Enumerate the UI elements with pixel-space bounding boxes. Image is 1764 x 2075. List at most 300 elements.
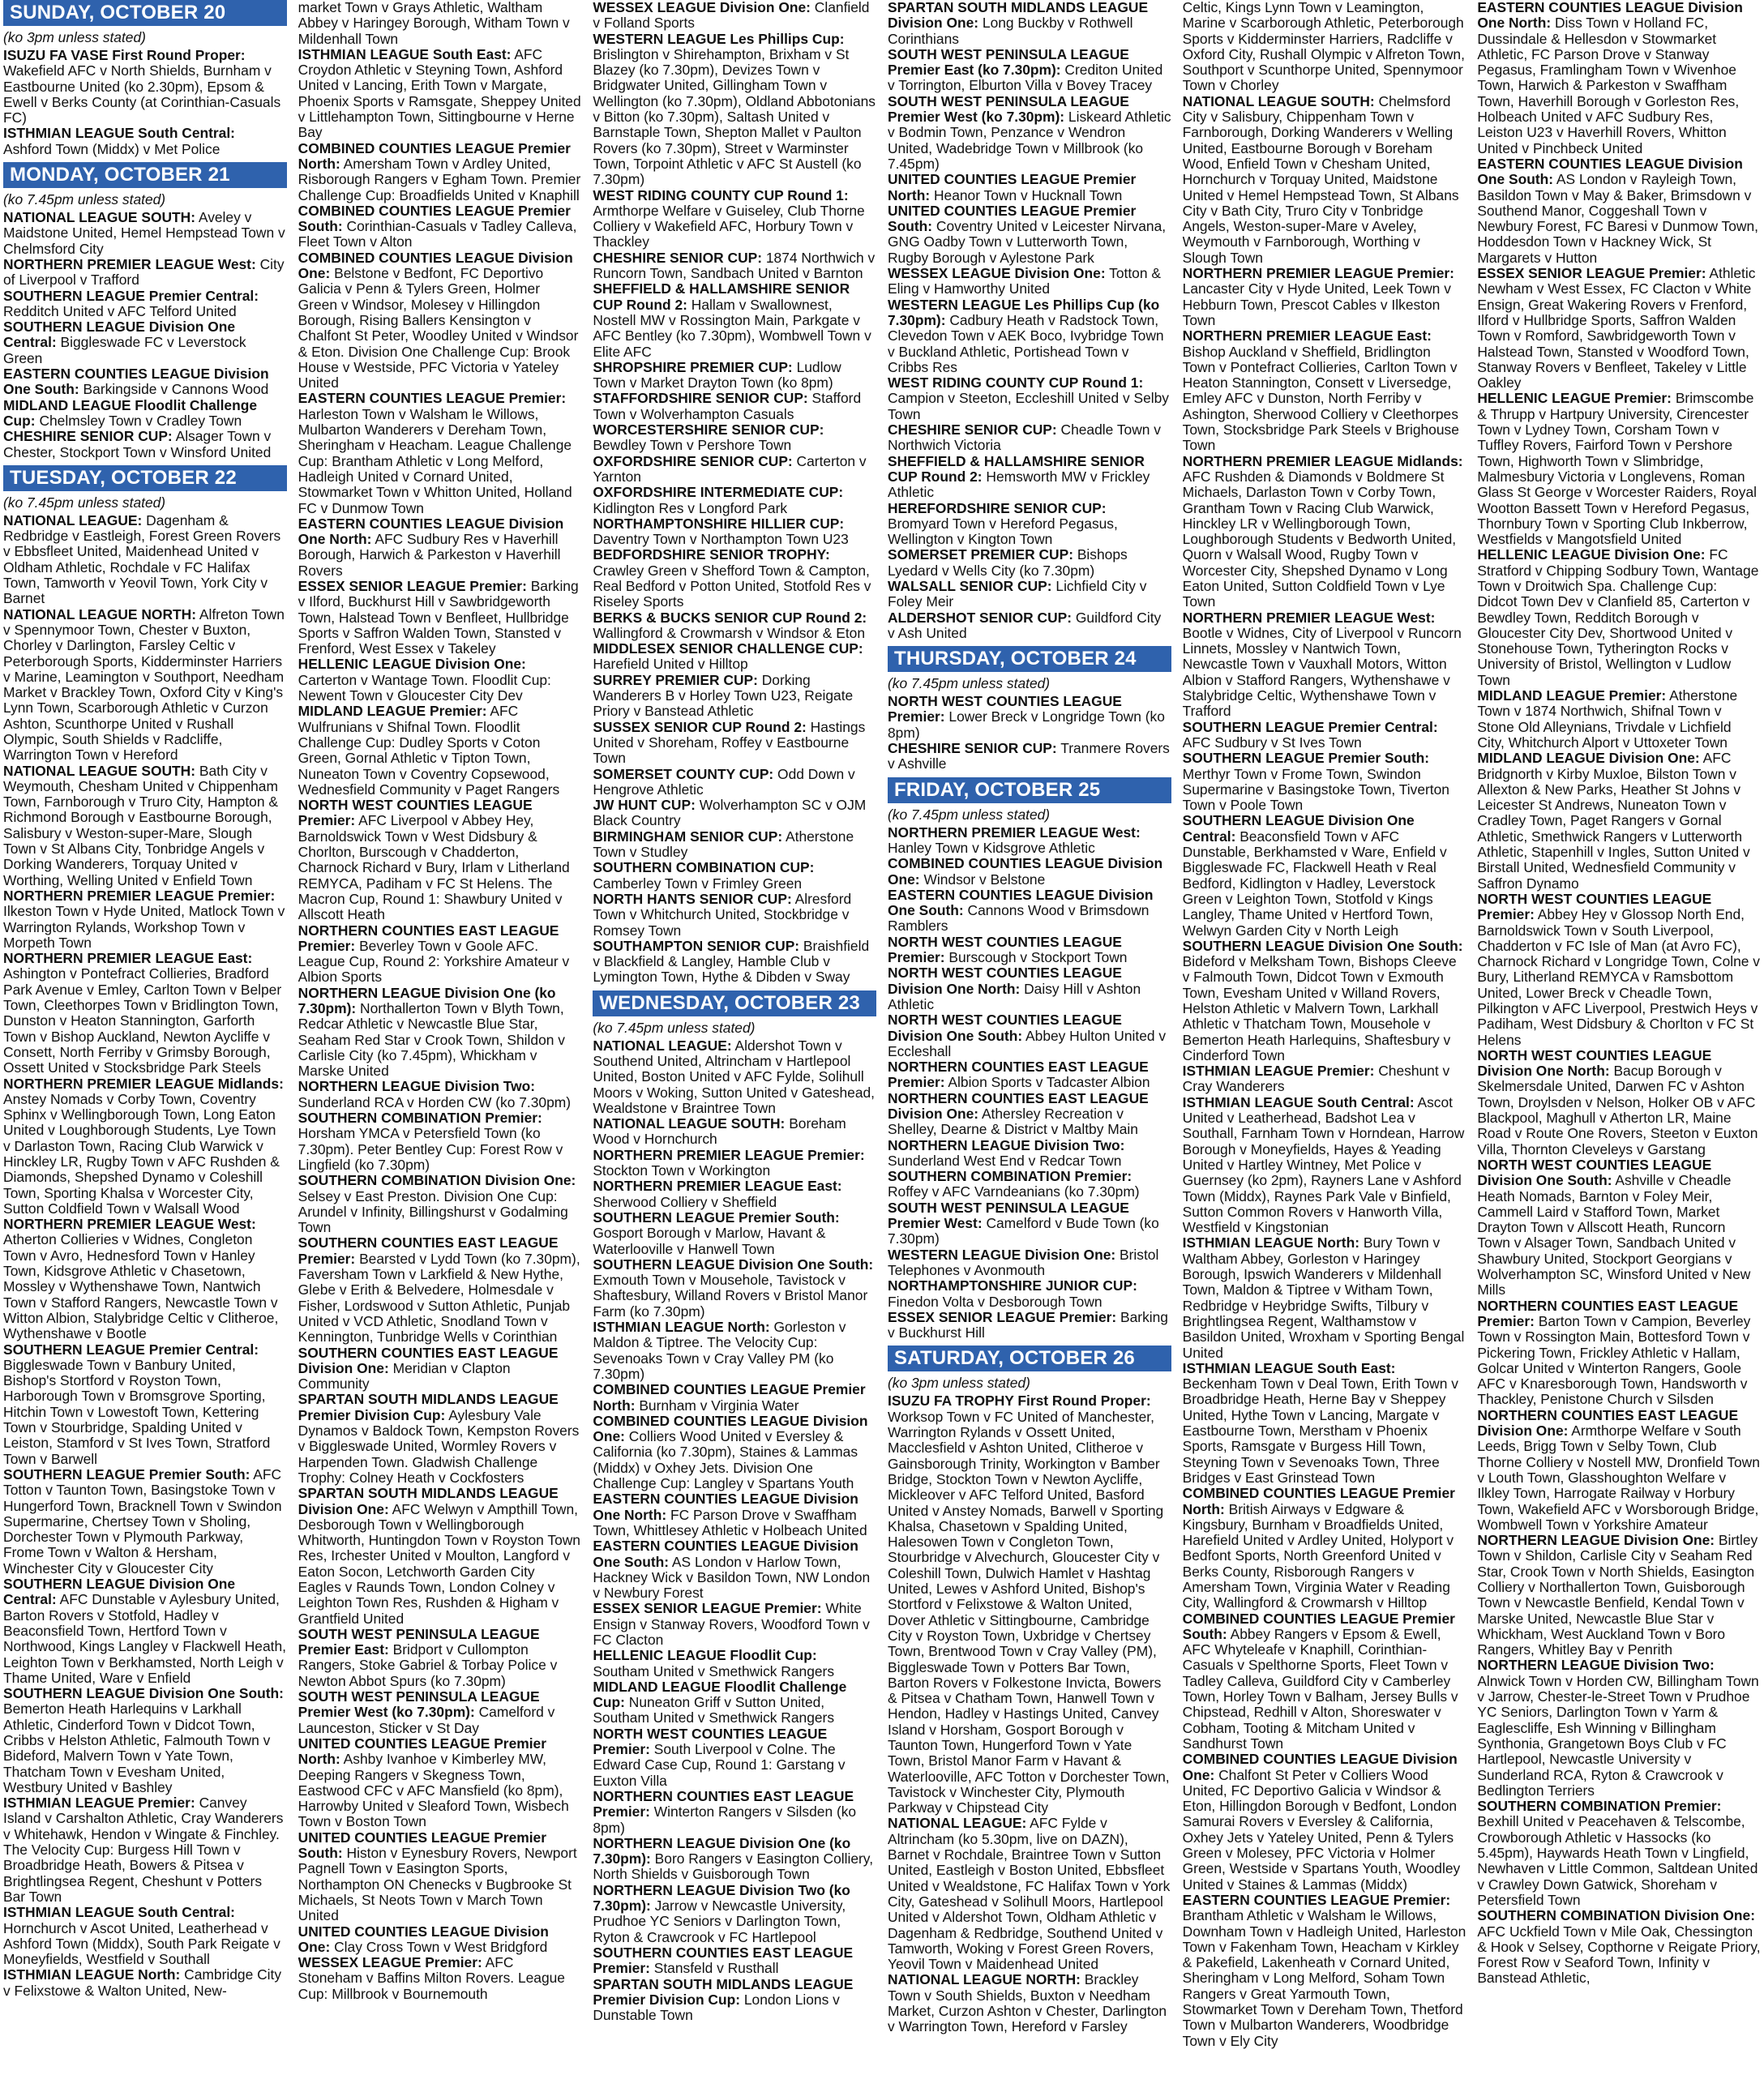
competition-name: SOUTHERN LEAGUE Division One Central: bbox=[3, 319, 236, 351]
fixture-entry bbox=[1477, 751, 1761, 892]
fixture-list: Redditch United v AFC Telford United bbox=[3, 302, 237, 319]
fixture-list: Armthorpe Welfare v Guiseley, Club Thorne Colliery v Wakefield AFC, Horbury Town v Thackley bbox=[593, 202, 865, 250]
fixture-entry bbox=[3, 48, 287, 126]
fixture-entry bbox=[593, 1883, 876, 1945]
competition-name: ISTHMIAN LEAGUE North: bbox=[3, 1966, 181, 1983]
fixture-entry bbox=[298, 1346, 582, 1393]
fixture-entry bbox=[298, 203, 582, 250]
competition-name: ISTHMIAN LEAGUE Premier: bbox=[1182, 1063, 1375, 1080]
fixture-entry bbox=[1183, 0, 1466, 94]
competition-name: SUSSEX SENIOR CUP Round 2: bbox=[593, 718, 807, 735]
competition-name: CHESHIRE SENIOR CUP: bbox=[887, 421, 1057, 439]
fixture-entry bbox=[593, 281, 876, 359]
competition-name: NORTHERN COUNTIES EAST LEAGUE Division One: bbox=[887, 1089, 1149, 1122]
fixture-entry bbox=[298, 1110, 582, 1173]
fixture-column bbox=[888, 0, 1171, 2075]
fixture-list: Bearsted v Lydd Town (ko 7.30pm), Faversham Town v Larkfield & New Hythe, Glebe v Erith & Belvedere, Holmesdale v Fisher, Lordswood v Sutton Athletic, Punjab United v VCD Athletic, Snodland Town v Kennington, Tunbridge Wells v Corinthian bbox=[298, 1250, 580, 1346]
fixture-list: City of Liverpool v Trafford bbox=[3, 255, 285, 289]
fixture-list: Biggleswade FC v Leverstock Green bbox=[3, 334, 246, 366]
competition-name: NORTHERN LEAGUE Division One (ko 7.30pm): bbox=[298, 984, 556, 1016]
competition-name: SOUTHERN LEAGUE Premier Central: bbox=[1182, 718, 1438, 735]
fixture-entry bbox=[888, 1247, 1171, 1279]
fixture-entry bbox=[1183, 454, 1466, 610]
fixture-list: Belstone v Bedfont, FC Deportivo Galicia v Penn & Tylers Green, Holmer Green v Windsor, Molesey v Hillingdon Borough, Rising Ballers Kensington v Chalfont St Peter, Woodley United v Windsor & Eton. Division One Challenge Cup: Brook House v Westside, PFC Victoria v Yateley United bbox=[298, 265, 579, 391]
day-header: TUESDAY, OCTOBER 22 bbox=[3, 465, 287, 491]
competition-name: SPARTAN SOUTH MIDLANDS LEAGUE Premier Division Cup: bbox=[593, 1975, 854, 2008]
fixture-entry bbox=[593, 1320, 876, 1382]
fixture-entry bbox=[888, 1138, 1171, 1170]
fixture-entry bbox=[298, 47, 582, 141]
fixture-list: Aveley v Maidstone United, Hemel Hempstead Town v Chelmsford City bbox=[3, 209, 285, 257]
fixture-list: Bury Town v Waltham Abbey, Gorleston v Haringey Borough, Ipswich Wanderers v Mildenhall Town, Maldon & Tiptree v Witham Town, Redbridge v Heybridge Swifts, Tilbury v Brightlingsea Regent, Walthamstow v Basildon United, Wroxham v Sporting Bengal United bbox=[1182, 1234, 1465, 1361]
fixture-list: Camberley Town v Frimley Green bbox=[593, 875, 803, 892]
competition-name: JW HUNT CUP: bbox=[593, 797, 696, 814]
fixture-list: Stafford Town v Wolverhampton Casuals bbox=[593, 390, 862, 422]
competition-name: COMBINED COUNTIES LEAGUE Premier South: bbox=[298, 202, 571, 235]
fixture-list: Heanor Town v Hucknall Town bbox=[930, 186, 1123, 203]
fixture-list: Bishops Lyedard v Wells City (ko 7.30pm) bbox=[887, 546, 1128, 579]
fixture-list: Coventry United v Leicester Nirvana, GNG Oadby Town v Lutterworth Town, Rugby Borough v Aylestone Park bbox=[887, 218, 1167, 266]
fixture-entry bbox=[888, 1091, 1171, 1138]
fixture-entry bbox=[888, 375, 1171, 422]
fixture-entry bbox=[593, 391, 876, 422]
competition-name: ISTHMIAN LEAGUE South Central: bbox=[1182, 1093, 1415, 1110]
fixture-list: Hornchurch v Ascot United, Leatherhead v Ashford Town (Middx), South Park Reigate v Moneyfields, Westfield v Southall bbox=[3, 1919, 280, 1968]
competition-name: SOUTHERN COMBINATION CUP: bbox=[593, 859, 815, 876]
competition-name: SOUTHERN COUNTIES EAST LEAGUE Premier: bbox=[298, 1234, 559, 1267]
fixture-entry bbox=[888, 856, 1171, 888]
fixture-list: Dorking Wanderers B v Horley Town U23, Reigate Priory v Banstead Athletic bbox=[593, 671, 854, 720]
fixture-list: Biggleswade Town v Banbury United, Bishop's Stortford v Royston Town, Harborough Town v Bromsgrove Sporting, Hitchin Town v Lowestoft Town, Kettering Town v Stourbridge, Spalding United v Leiston, Stamford v St Ives Town, Stratford Town v Barwell bbox=[3, 1356, 271, 1467]
competition-name: HELLENIC LEAGUE Premier: bbox=[1477, 390, 1672, 407]
fixture-list: Ashby Ivanhoe v Kimberley MW, Deeping Rangers v Skegness Town, Eastwood CFC v AFC Mansfield (ko 8pm), Harrowby United v Sleaford Town, Wisbech Town v Boston Town bbox=[298, 1751, 569, 1830]
fixture-list: Kidlington Res v Longford Park bbox=[593, 499, 788, 516]
fixture-entry bbox=[1183, 1893, 1466, 2049]
fixture-list: AFC Croydon Athletic v Steyning Town, Ashford United v Lancing, Erith Town v Margate, Phoenix Sports v Ramsgate, Sheppey United v Littlehampton Town, Sittingbourne v Herne Bay bbox=[298, 45, 581, 141]
fixture-list: Cadbury Heath v Radstock Town, Clevedon Town v AEK Boco, Ivybridge Town v Buckland Athletic, Portishead Town v Cribbs Res bbox=[887, 311, 1164, 375]
fixture-entry bbox=[593, 720, 876, 767]
competition-name: SOUTHAMPTON SENIOR CUP: bbox=[593, 937, 800, 954]
competition-name: COMBINED COUNTIES LEAGUE Division One: bbox=[593, 1412, 868, 1445]
fixture-list: Abbey Hey v Glossop North End, Barnoldswick Town v South Liverpool, Chadderton v FC Isle of Man (at Avro FC), Charnock Richard v Longridge Town, Colne v Bury, Litherland REMYCA v Ramsbottom United, Lower Breck v Cheadle Town, Pilkington v AFC Liverpool, Prestwich Heys v Padiham, West Didsbury & Chorlton v FC St Helens bbox=[1477, 906, 1760, 1048]
fixture-entry bbox=[888, 422, 1171, 454]
fixture-entry bbox=[888, 610, 1171, 642]
fixture-entry bbox=[888, 1816, 1171, 1972]
fixture-list: 1874 Northwich v Runcorn Town, Sandbach United v Barnton bbox=[593, 249, 876, 282]
fixture-list: AFC Welwyn v Ampthill Town, Desborough Town v Wellingborough Whitworth, Huntingdon Town v Royston Town Res, Irchester United v Moulton, Langford v Eaton Socon, Letchworth Garden City Eagles v Raunds Town, London Colney v Leighton Town Res, Rushden & Higham v Grantfield United bbox=[298, 1500, 580, 1627]
fixture-entry bbox=[593, 1679, 876, 1726]
fixture-entry bbox=[1183, 813, 1466, 938]
competition-name: NORTHERN COUNTIES EAST LEAGUE Premier: bbox=[593, 1787, 854, 1820]
fixture-entry bbox=[593, 829, 876, 861]
competition-name: ESSEX SENIOR LEAGUE Premier: bbox=[887, 1308, 1117, 1325]
fixture-list: Hanley Town v Kidsgrove Athletic bbox=[887, 839, 1095, 856]
competition-name: UNITED COUNTIES LEAGUE Division One: bbox=[298, 1923, 549, 1955]
competition-name: COMBINED COUNTIES LEAGUE Premier North: bbox=[1182, 1485, 1455, 1517]
fixture-list: Brislington v Shirehampton, Brixham v St Blazey (ko 7.30pm), Devizes Town v Bridgwater United, Gillingham Town v Wellington (ko 7.30pm), Oldland Abbotonians v Bitton (ko 7.30pm), Saltash United v Barnstaple Town, Shepton Mallet v Paulton Rovers (ko 7.30pm), Street v Warminster Town, Torpoint Athletic v AFC St Austell (ko 7.30pm) bbox=[593, 45, 876, 188]
fixture-entry bbox=[888, 501, 1171, 548]
day-header: FRIDAY, OCTOBER 25 bbox=[888, 777, 1171, 803]
competition-name: MIDDLESEX SENIOR CHALLENGE CUP: bbox=[593, 640, 863, 657]
competition-name: SOUTHERN LEAGUE Division One South: bbox=[593, 1256, 874, 1273]
competition-name: BEDFORDSHIRE SENIOR TROPHY: bbox=[593, 546, 830, 563]
competition-name: WESTERN LEAGUE Les Phillips Cup: bbox=[593, 30, 845, 47]
competition-name: NORTHERN LEAGUE Division Two (ko 7.30pm): bbox=[593, 1881, 850, 1915]
fixture-entry bbox=[298, 1486, 582, 1627]
fixture-list: AFC Uckfield Town v Mile Oak, Chessington & Hook v Selsey, Copthorne v Reigate Priory, Forest Row v Seaford Town, Infinity v Banstead Athletic, bbox=[1477, 1923, 1761, 1987]
fixture-entry bbox=[593, 1836, 876, 1883]
fixture-list: Ilkeston Town v Hyde United, Matlock Town v Warrington Rylands, Workshop Town v Morpeth Town bbox=[3, 903, 285, 951]
fixture-list: South Liverpool v Colne. The Edward Case Cup, Round 1: Garstang v Euxton Villa bbox=[593, 1741, 846, 1789]
competition-name: SOUTHERN LEAGUE Premier South: bbox=[593, 1209, 840, 1226]
fixture-entry bbox=[298, 798, 582, 922]
fixture-entry bbox=[1183, 266, 1466, 328]
fixture-entry bbox=[1477, 1157, 1761, 1298]
fixture-entry bbox=[593, 939, 876, 986]
fixture-column bbox=[1477, 0, 1761, 2075]
fixture-list: Chelmsley Town v Cradley Town bbox=[35, 412, 242, 429]
competition-name: SURREY PREMIER CUP: bbox=[593, 671, 758, 688]
fixture-list: White Ensign v Stanway Rovers, Woodford Town v FC Clacton bbox=[593, 1600, 870, 1648]
competition-name: NORTHERN COUNTIES EAST LEAGUE Premier: bbox=[887, 1059, 1149, 1091]
fixture-entry bbox=[1183, 94, 1466, 266]
fixture-list: Lower Breck v Longridge Town (ko 8pm) bbox=[887, 708, 1165, 741]
fixture-list: AS London v Harlow Town, Hackney Wick v Basildon Town, NW London v Newbury Forest bbox=[593, 1553, 871, 1602]
fixture-list: Crawley Green v Shefford Town & Campton, Real Bedford v Potton United, Stotfold Res v Riseley Sports bbox=[593, 562, 871, 610]
fixture-entry bbox=[1183, 1063, 1466, 1095]
fixture-list: Alsager Town v Chester, Stockport Town v Winsford United bbox=[3, 428, 272, 460]
competition-name: NORTHERN COUNTIES EAST LEAGUE Division One: bbox=[1477, 1406, 1739, 1440]
competition-name: WESSEX LEAGUE Division One: bbox=[593, 0, 811, 15]
fixture-list: Ludlow Town v Market Drayton Town (ko 8pm) bbox=[593, 358, 841, 391]
fixture-list: Barkingside v Cannons Wood bbox=[79, 381, 269, 398]
competition-name: NORTH WEST COUNTIES LEAGUE Premier: bbox=[887, 693, 1122, 725]
fixture-list: Barking v Ilford, Buckhurst Hill v Sawbridgeworth Town, Halstead Town v Benfleet, Hullbridge Sports v Saffron Walden Town, Stansted v Frenford, West Essex v Takeley bbox=[298, 577, 579, 657]
fixture-entry bbox=[593, 1148, 876, 1179]
fixture-list: Chelmsford City v Salisbury, Chippenham Town v Farnborough, Dorking Wanderers v Welling United, Eastbourne Borough v Boreham Wood, Enfield Town v Chesham United, Hornchurch v Torquay United, Maidstone United v Hemel Hempstead Town, St Albans City v Bath City, Truro City v Tonbridge Angels, Weston-super-Mare v Aveley, Weymouth v Farnborough, Worthing v Slough Town bbox=[1182, 92, 1459, 266]
fixture-entry bbox=[298, 1736, 582, 1830]
fixture-list: Stockton Town v Workington bbox=[593, 1162, 771, 1179]
fixture-entry bbox=[3, 366, 287, 398]
competition-name: WEST RIDING COUNTY CUP Round 1: bbox=[593, 186, 849, 203]
kickoff-note: (ko 7.45pm unless stated) bbox=[593, 1019, 756, 1036]
fixture-list: Odd Down v Hengrove Athletic bbox=[593, 765, 855, 798]
fixture-entry bbox=[1183, 1235, 1466, 1360]
kickoff-note: (ko 7.45pm unless stated) bbox=[887, 806, 1051, 823]
competition-name: ESSEX SENIOR LEAGUE Premier: bbox=[593, 1600, 822, 1617]
fixture-entry bbox=[593, 767, 876, 798]
competition-name: NORTHERN PREMIER LEAGUE Midlands: bbox=[1182, 452, 1463, 469]
fixture-list: Carterton v Wantage Town. Floodlit Cup: Newent Town v Gloucester City Dev bbox=[298, 671, 551, 704]
competition-name: COMBINED COUNTIES LEAGUE Premier South: bbox=[1182, 1610, 1455, 1642]
fixture-list: Aldershot Town v Southend United, Altrincham v Hartlepool United, Boston United v AFC Fylde, Solihull Moors v Woking, Sutton United v Gateshead, Wealdstone v Braintree Town bbox=[593, 1037, 875, 1116]
fixture-list: Colliers Wood United v Eversley & California (ko 7.30pm), Staines & Lammas (Middx) v Oxhey Jets. Division One Challenge Cup: Langley v Spartans Youth bbox=[593, 1428, 858, 1492]
competition-name: NATIONAL LEAGUE: bbox=[3, 511, 143, 528]
fixture-list: Bromyard Town v Hereford Pegasus, Wellington v Kington Town bbox=[887, 515, 1118, 548]
fixture-list: AFC Sudbury v St Ives Town bbox=[1182, 734, 1362, 751]
competition-name: NATIONAL LEAGUE SOUTH: bbox=[3, 762, 196, 779]
fixture-list: Camelford v Launceston, Sticker v St Day bbox=[298, 1704, 555, 1736]
fixture-list: Atherstone Town v Studley bbox=[593, 828, 854, 861]
fixture-list: Bristol Telephones v Avonmouth bbox=[887, 1246, 1159, 1278]
competition-name: SOUTHERN COMBINATION Premier: bbox=[887, 1168, 1132, 1185]
fixture-entry bbox=[888, 172, 1171, 203]
fixture-entry bbox=[593, 1726, 876, 1789]
fixture-list: AFC Bridgnorth v Kirby Muxloe, Bilston Town v Allexton & New Parks, Heather St Johns v Leicester St Andrews, Nuneaton Town v Cradley Town, Paget Rangers v Gornal Athletic, Smethwick Rangers v Lutterworth Athletic, Stapenhill v Ingles, Sutton United v Birstall United, Wednesfield Community v Saffron Dynamo bbox=[1477, 750, 1750, 892]
fixture-entry bbox=[1477, 688, 1761, 751]
competition-name: EASTERN COUNTIES LEAGUE Premier: bbox=[1182, 1891, 1451, 1908]
fixture-list: Totton & Eling v Hamworthy United bbox=[887, 265, 1161, 297]
day-header: MONDAY, OCTOBER 21 bbox=[3, 162, 287, 188]
competition-name: ISTHMIAN LEAGUE Premier: bbox=[3, 1795, 195, 1812]
fixture-list: Ashville v Cheadle Heath Nomads, Barnton v Foley Meir, Cammell Laird v Stafford Town, Market Drayton Town v Allscott Heath, Runcorn Town v Alsager Town, Sandbach United v Shawbury United, Stockport Georgians v Wolverhampton SC, Winsford United v New Mills bbox=[1477, 1172, 1751, 1298]
fixture-entry bbox=[888, 1972, 1171, 2034]
competition-name: EASTERN COUNTIES LEAGUE Division One North: bbox=[1477, 0, 1743, 32]
competition-name: SOUTHERN LEAGUE Premier Central: bbox=[3, 1341, 259, 1358]
fixture-entry bbox=[593, 860, 876, 892]
competition-name: SPARTAN SOUTH MIDLANDS LEAGUE Division One: bbox=[887, 0, 1149, 32]
competition-name: UNITED COUNTIES LEAGUE Premier North: bbox=[887, 171, 1137, 203]
fixture-entry bbox=[593, 0, 876, 32]
fixture-list: Bootle v Widnes, City of Liverpool v Runcorn Linnets, Mossley v Nantwich Town, Newcastle Town v Vauxhall Motors, Witton Albion v Stafford Rangers, Wythenshawe v Stalybridge Celtic, Wythenshawe Town v Trafford bbox=[1182, 624, 1462, 720]
fixture-entry bbox=[593, 360, 876, 391]
competition-name: COMBINED COUNTIES LEAGUE Premier North: bbox=[298, 139, 571, 172]
fixture-entry bbox=[888, 825, 1171, 857]
fixture-list: Ashington v Pontefract Collieries, Bradford Park Avenue v Emley, Carlton Town v Belper Town, Cleethorpes Town v Bridlington Town, Dunston v Heaton Stannington, Garforth Town v Bishop Auckland, Newton Aycliffe v Consett, North Ferriby v Grimsby Borough, Ossett United v Stocksbridge Park Steels bbox=[3, 965, 282, 1076]
fixture-entry bbox=[593, 422, 876, 454]
fixture-list: Ashford Town (Middx) v Met Police bbox=[3, 140, 220, 157]
fixture-entry bbox=[1183, 1486, 1466, 1611]
fixture-entry bbox=[1183, 751, 1466, 813]
competition-name: EASTERN COUNTIES LEAGUE Division One North: bbox=[593, 1491, 858, 1523]
competition-name: SOUTHERN LEAGUE Division One South: bbox=[3, 1685, 284, 1702]
fixture-list: Brackley Town v South Shields, Buxton v Needham Market, Curzon Ashton v Chester, Darlington v Warrington Town, Hereford v Farsley bbox=[887, 1971, 1167, 2035]
competition-name: HELLENIC LEAGUE Division One: bbox=[1477, 546, 1706, 563]
fixture-list: Athersley Recreation v Shelley, Dearne & District v Maltby Main bbox=[887, 1106, 1138, 1138]
fixture-entry bbox=[593, 1210, 876, 1257]
competition-name: SOUTHERN COUNTIES EAST LEAGUE Division One: bbox=[298, 1344, 559, 1376]
competition-name: SOMERSET COUNTY CUP: bbox=[593, 765, 774, 782]
fixture-list: Cannons Wood v Brimsdown Ramblers bbox=[887, 902, 1150, 935]
fixture-entry bbox=[593, 1116, 876, 1148]
competition-name: SOUTH WEST PENINSULA LEAGUE Premier West (ko 7.30pm): bbox=[887, 92, 1129, 126]
fixture-entry bbox=[298, 1627, 582, 1689]
fixture-entry bbox=[298, 250, 582, 391]
fixture-entry bbox=[1477, 156, 1761, 266]
fixture-entry bbox=[298, 986, 582, 1080]
fixture-list: Anstey Nomads v Corby Town, Coventry Sphinx v Wellingborough Town, Long Eaton United v Loughborough Students, Lye Town v Darlaston Town, Racing Club Warwick v Hinckley LR, Rugby Town v AFC Rushden & Diamonds, Shepshed Dynamo v Coleshill Town, Sporting Khalsa v Worcester City, Sutton Coldfield Town v Walsall Wood bbox=[3, 1090, 280, 1217]
fixture-list: Brantham Athletic v Walsham le Willows, Downham Town v Hadleigh United, Harleston Town v Fakenham Town, Heacham v Kirkley & Pakefield, Lakenheath v Cornard United, Sheringham v Long Melford, Soham Town Rangers v Great Yarmouth Town, Stowmarket Town v Dereham Town, Thetford Town v Mulbarton Wanderers, Woodbridge Town v Ely City bbox=[1182, 1907, 1466, 2049]
competition-name: COMBINED COUNTIES LEAGUE Division One: bbox=[1182, 1751, 1458, 1783]
competition-name: WEST RIDING COUNTY CUP Round 1: bbox=[887, 374, 1144, 391]
fixture-entry bbox=[298, 1392, 582, 1486]
fixture-entry bbox=[3, 513, 287, 607]
fixture-column bbox=[593, 0, 876, 2075]
fixture-list: AFC Liverpool v Abbey Hey, Barnoldswick Town v West Didsbury & Chorlton, Burscough v Chadderton, Charnock Richard v Bury, Irlam v Litherland REMYCA, Padiham v FC St Helens. The Macron Cup, Round 1: Shawbury United v Allscott Heath bbox=[298, 812, 570, 923]
fixture-list: AFC Totton v Taunton Town, Basingstoke Town v Hungerford Town, Bracknell Town v Swindon Supermarine, Chertsey Town v Sholing, Dorchester Town v Plymouth Parkway, Frome Town v Walton & Hersham, Winchester City v Gloucester City bbox=[3, 1465, 282, 1577]
fixture-list: Bideford v Melksham Town, Bishops Cleeve v Falmouth Town, Didcot Town v Exmouth Town, Evesham United v Willand Rovers, Helston Athletic v Malvern Town, Larkhall Athletic v Thatcham Town, Mousehole v Bemerton Heath Harlequins, Shaftesbury v Cinderford Town bbox=[1182, 953, 1457, 1063]
fixture-entry bbox=[3, 1217, 287, 1341]
fixture-list: Cheadle Town v Northwich Victoria bbox=[887, 421, 1161, 454]
fixture-entry bbox=[888, 203, 1171, 266]
fixture-list: Hastings United v Shoreham, Roffey v Eastbourne Town bbox=[593, 718, 866, 767]
competition-name: ESSEX SENIOR LEAGUE Premier: bbox=[1477, 265, 1706, 282]
fixture-entry bbox=[888, 266, 1171, 297]
fixture-list: Abbey Hulton United v Eccleshall bbox=[887, 1027, 1167, 1059]
competition-name: MIDLAND LEAGUE Premier: bbox=[298, 703, 487, 720]
fixture-list: Bewdley Town v Pershore Town bbox=[593, 437, 792, 454]
fixture-entry bbox=[298, 704, 582, 798]
competition-name: SHROPSHIRE PREMIER CUP: bbox=[593, 358, 793, 375]
fixture-list: Daventry Town v Northampton Town U23 bbox=[593, 531, 849, 548]
fixture-entry bbox=[3, 1467, 287, 1577]
fixture-list: Campion v Steeton, Eccleshill United v Selby Town bbox=[887, 390, 1169, 422]
fixture-list: Celtic, Kings Lynn Town v Leamington, Marine v Scarborough Athletic, Peterborough Sports v Kidderminster Harriers, Radcliffe v Oxford City, Rushall Olympic v Alfreton Town, Southport v Scunthorpe United, Spennymoor Town v Chorley bbox=[1182, 0, 1465, 94]
fixture-entry bbox=[3, 257, 287, 289]
competition-name: MIDLAND LEAGUE Floodlit Challenge Cup: bbox=[3, 396, 258, 429]
competition-name: UNITED COUNTIES LEAGUE Premier South: bbox=[887, 202, 1137, 235]
fixture-list: Cambridge City v Felixstowe & Walton United, New- bbox=[3, 1966, 282, 1999]
fixture-entry bbox=[888, 547, 1171, 579]
fixture-list: Harefield United v Hilltop bbox=[593, 656, 748, 673]
kickoff-note: (ko 3pm unless stated) bbox=[887, 1375, 1030, 1392]
fixture-list: AFC Stoneham v Baffins Milton Rovers. League Cup: Millbrook v Bournemouth bbox=[298, 1954, 565, 2002]
competition-name: ISTHMIAN LEAGUE South East: bbox=[1182, 1359, 1396, 1376]
day-header: THURSDAY, OCTOBER 24 bbox=[888, 646, 1171, 672]
competition-name: SOUTHERN LEAGUE Division One Central: bbox=[1182, 812, 1415, 845]
kickoff-note: (ko 7.45pm unless stated) bbox=[3, 191, 166, 208]
fixture-entry bbox=[3, 1577, 287, 1686]
competition-name: NORTHERN PREMIER LEAGUE West: bbox=[887, 824, 1141, 841]
fixture-list: Exmouth Town v Mousehole, Tavistock v Shaftesbury, Willand Rovers v Bristol Manor Farm (ko 7.30pm) bbox=[593, 1272, 868, 1320]
fixture-entry bbox=[298, 657, 582, 704]
fixture-entry bbox=[888, 1012, 1171, 1059]
competition-name: NORTHERN COUNTIES EAST LEAGUE Premier: bbox=[298, 922, 559, 954]
fixture-entry bbox=[593, 1789, 876, 1836]
fixture-entry bbox=[1183, 328, 1466, 453]
competition-name: NORTH WEST COUNTIES LEAGUE Division One South: bbox=[887, 1012, 1122, 1044]
fixture-list: Winterton Rangers v Silsden (ko 8pm) bbox=[593, 1803, 857, 1836]
competition-name: SOUTHERN LEAGUE Premier South: bbox=[3, 1465, 250, 1482]
competition-name: SOUTHERN LEAGUE Division One Central: bbox=[3, 1576, 236, 1608]
competition-name: SHEFFIELD & HALLAMSHIRE SENIOR CUP Round 2: bbox=[887, 452, 1145, 485]
fixture-entry bbox=[3, 1905, 287, 1967]
fixture-list: Sherwood Colliery v Sheffield bbox=[593, 1193, 777, 1210]
fixture-list: Wallingford & Crowmarsh v Windsor & Eton bbox=[593, 624, 866, 641]
fixture-list: Bridport v Cullompton Rangers, Stoke Gabriel & Torbay Police v Newton Abbot Spurs (ko 7.30pm) bbox=[298, 1641, 558, 1689]
fixture-list: Beverley Town v Goole AFC. League Cup, Round 2: Yorkshire Amateur v Albion Sports bbox=[298, 937, 570, 986]
competition-name: NORTHERN LEAGUE Division One (ko 7.30pm): bbox=[593, 1834, 851, 1868]
fixture-list: Nuneaton Griff v Sutton United, Southam United v Smethwick Rangers bbox=[593, 1694, 835, 1726]
fixture-list: Finedon Volta v Desborough Town bbox=[887, 1293, 1102, 1310]
competition-name: EASTERN COUNTIES LEAGUE Division One South: bbox=[887, 886, 1154, 919]
fixture-entry bbox=[888, 694, 1171, 741]
fixture-entry bbox=[593, 547, 876, 610]
fixture-list: market Town v Grays Athletic, Waltham Abbey v Haringey Borough, Witham Town v Mildenhall Town bbox=[298, 0, 570, 47]
fixture-entry bbox=[593, 641, 876, 673]
competition-name: NORTHERN PREMIER LEAGUE Premier: bbox=[593, 1146, 865, 1163]
fixture-entry bbox=[593, 1382, 876, 1414]
competition-name: NATIONAL LEAGUE: bbox=[593, 1037, 732, 1054]
fixture-list: Boreham Wood v Hornchurch bbox=[593, 1115, 846, 1148]
fixture-entry bbox=[593, 188, 876, 250]
fixture-entry bbox=[298, 1235, 582, 1345]
fixture-entry bbox=[593, 1601, 876, 1648]
competition-name: SPARTAN SOUTH MIDLANDS LEAGUE Premier Division Cup: bbox=[298, 1391, 559, 1423]
fixture-entry bbox=[1477, 391, 1761, 547]
fixture-entry bbox=[3, 1342, 287, 1467]
competition-name: ISTHMIAN LEAGUE South Central: bbox=[3, 125, 235, 142]
fixture-list: Crediton United v Torrington, Elburton Villa v Bovey Tracey bbox=[887, 62, 1163, 94]
day-header: WEDNESDAY, OCTOBER 23 bbox=[593, 990, 876, 1016]
fixture-list: Jarrow v Newcastle University, Prudhoe YC Seniors v Darlington Town, Ryton & Crawcrook v FC Hartlepool bbox=[593, 1897, 846, 1945]
competition-name: BIRMINGHAM SENIOR CUP: bbox=[593, 828, 783, 845]
fixture-entry bbox=[593, 1538, 876, 1601]
fixture-list: Tranmere Rovers v Ashville bbox=[887, 740, 1170, 772]
fixture-entry bbox=[3, 764, 287, 888]
fixture-list: Hemsworth MW v Frickley Athletic bbox=[887, 468, 1150, 501]
fixture-list: British Airways v Edgware & Kingsbury, Burnham v Broadfields United, Harefield United v Ardley United, Holyport v Bedfont Sports, North Greenford United v Berks County, Risborough Rangers v Amersham Town, Virginia Water v Reading City, Wallingford & Crowmarsh v Hilltop bbox=[1182, 1500, 1454, 1611]
competition-name: NORTH WEST COUNTIES LEAGUE Premier: bbox=[887, 933, 1122, 966]
fixture-entry bbox=[1183, 1752, 1466, 1893]
fixture-entry bbox=[3, 289, 287, 320]
fixture-entry bbox=[3, 398, 287, 430]
fixture-entry bbox=[888, 888, 1171, 935]
fixture-entry bbox=[3, 951, 287, 1076]
fixture-list: Clay Cross Town v West Bridgford bbox=[330, 1938, 548, 1955]
fixture-entry bbox=[1477, 1908, 1761, 1986]
fixture-entry bbox=[1477, 892, 1761, 1048]
fixture-list: FC Stratford v Chipping Sodbury Town, Wantage Town v Droitwich Spa. Challenge Cup: Didcot Town Dev v Clanfield 85, Carterton v Bewdley Town, Redditch Borough v Gloucester City Dev, Shortwood United v Stonehouse Town, Tytherington Rocks v University of Bristol, Wellington v Ludlow Town bbox=[1477, 546, 1759, 688]
competition-name: NORTHERN COUNTIES EAST LEAGUE Premier: bbox=[1477, 1297, 1739, 1329]
competition-name: SOUTHERN COUNTIES EAST LEAGUE Premier: bbox=[593, 1944, 854, 1977]
competition-name: NORTHERN PREMIER LEAGUE Premier: bbox=[1182, 265, 1454, 282]
fixture-entry bbox=[593, 250, 876, 282]
fixture-list: Southam United v Smethwick Rangers bbox=[593, 1662, 835, 1679]
day-header: SUNDAY, OCTOBER 20 bbox=[3, 0, 287, 26]
fixture-entry bbox=[298, 1924, 582, 1956]
fixture-entry bbox=[593, 1179, 876, 1210]
fixture-list: Corinthian-Casuals v Tadley Calleva, Fleet Town v Alton bbox=[298, 218, 577, 250]
competition-name: SHEFFIELD & HALLAMSHIRE SENIOR CUP Round 2: bbox=[593, 280, 850, 313]
fixture-list: Alfreton Town v Spennymoor Town, Chester v Buxton, Chorley v Darlington, Farsley Celtic v Peterborough Sports, Kidderminster Harriers v Marine, Leamington v Southport, Needham Market v Brackley Town, Oxford City v King's Lynn Town, Scarborough Athletic v Curzon Ashton, Scunthorpe United v Rushall Olympic, South Shields v Radcliffe, Warrington Town v Hereford bbox=[3, 605, 285, 764]
fixture-list: London Lions v Dunstable Town bbox=[593, 1991, 840, 2024]
fixture-entry bbox=[888, 741, 1171, 772]
competition-name: NATIONAL LEAGUE SOUTH: bbox=[3, 209, 196, 226]
kickoff-note: (ko 7.45pm unless stated) bbox=[887, 675, 1051, 692]
fixture-entry bbox=[593, 32, 876, 188]
fixture-list: Beckenham Town v Deal Town, Erith Town v Broadbridge Heath, Herne Bay v Sheppey United, Hythe Town v Lancing, Margate v Eastbourne Town, Merstham v Phoenix Sports, Ramsgate v Burgess Hill Town, Steyning Town v Sevenoaks Town, Three Bridges v East Grinstead Town bbox=[1182, 1375, 1458, 1486]
fixture-list: Armthorpe Welfare v South Leeds, Brigg Town v Selby Town, Club Thorne Colliery v Nostell MW, Dronfield Town v Louth Town, Glasshoughton Welfare v Ilkley Town, Harrogate Railway v Horbury Town, Wakefield AFC v Worsborough Bridge, Wombwell Town v Yorkshire Amateur bbox=[1477, 1423, 1760, 1533]
fixture-list: Roffey v AFC Varndeanians (ko 7.30pm) bbox=[887, 1183, 1140, 1200]
competition-name: SOUTH WEST PENINSULA LEAGUE Premier West: bbox=[887, 1199, 1129, 1232]
competition-name: NORTHAMPTONSHIRE JUNIOR CUP: bbox=[887, 1277, 1137, 1294]
competition-name: SOUTHERN LEAGUE Premier South: bbox=[1182, 750, 1430, 767]
competition-name: NORTHERN PREMIER LEAGUE Premier: bbox=[3, 887, 276, 904]
fixture-entry bbox=[1477, 1048, 1761, 1157]
competition-name: NORTHAMPTONSHIRE HILLIER CUP: bbox=[593, 515, 845, 532]
fixture-entry bbox=[593, 673, 876, 720]
fixture-entry bbox=[888, 94, 1171, 172]
competition-name: SOUTHERN LEAGUE Premier Central: bbox=[3, 287, 259, 304]
fixture-list: Diss Town v Holland FC, Dussindale & Hellesdon v Stowmarket Athletic, FC Parson Drove v Stanway Pegasus, Framlingham Town v Wivenhoe Town, Harwich & Parkeston v Swaffham Town, Haverhill Borough v Gorleston Res, Holbeach United v AFC Sudbury Res, Leiston U23 v Haverhill Rovers, Whitton United v Pinchbeck United bbox=[1477, 15, 1740, 156]
fixture-entry bbox=[593, 1491, 876, 1538]
competition-name: NORTHERN LEAGUE Division Two: bbox=[887, 1136, 1125, 1153]
fixture-list: AFC Fylde v Altrincham (ko 5.30pm, live on DAZN), Barnet v Rochdale, Braintree Town v Sutton United, Eastleigh v Boston United, Ebbsfleet United v Wealdstone, FC Halifax Town v York City, Gateshead v Solihull Moors, Hartlepool United v Aldershot Town, Oldham Athletic v Dagenham & Redbridge, Southend United v Tamworth, Woking v Forest Green Rovers, Yeovil Town v Maidenhead United bbox=[887, 1815, 1171, 1973]
fixture-entry bbox=[3, 319, 287, 366]
fixture-list: AFC Sudbury Res v Haverhill Borough, Harwich & Parkeston v Haverhill Rovers bbox=[298, 531, 561, 579]
fixture-entry bbox=[1477, 1298, 1761, 1408]
